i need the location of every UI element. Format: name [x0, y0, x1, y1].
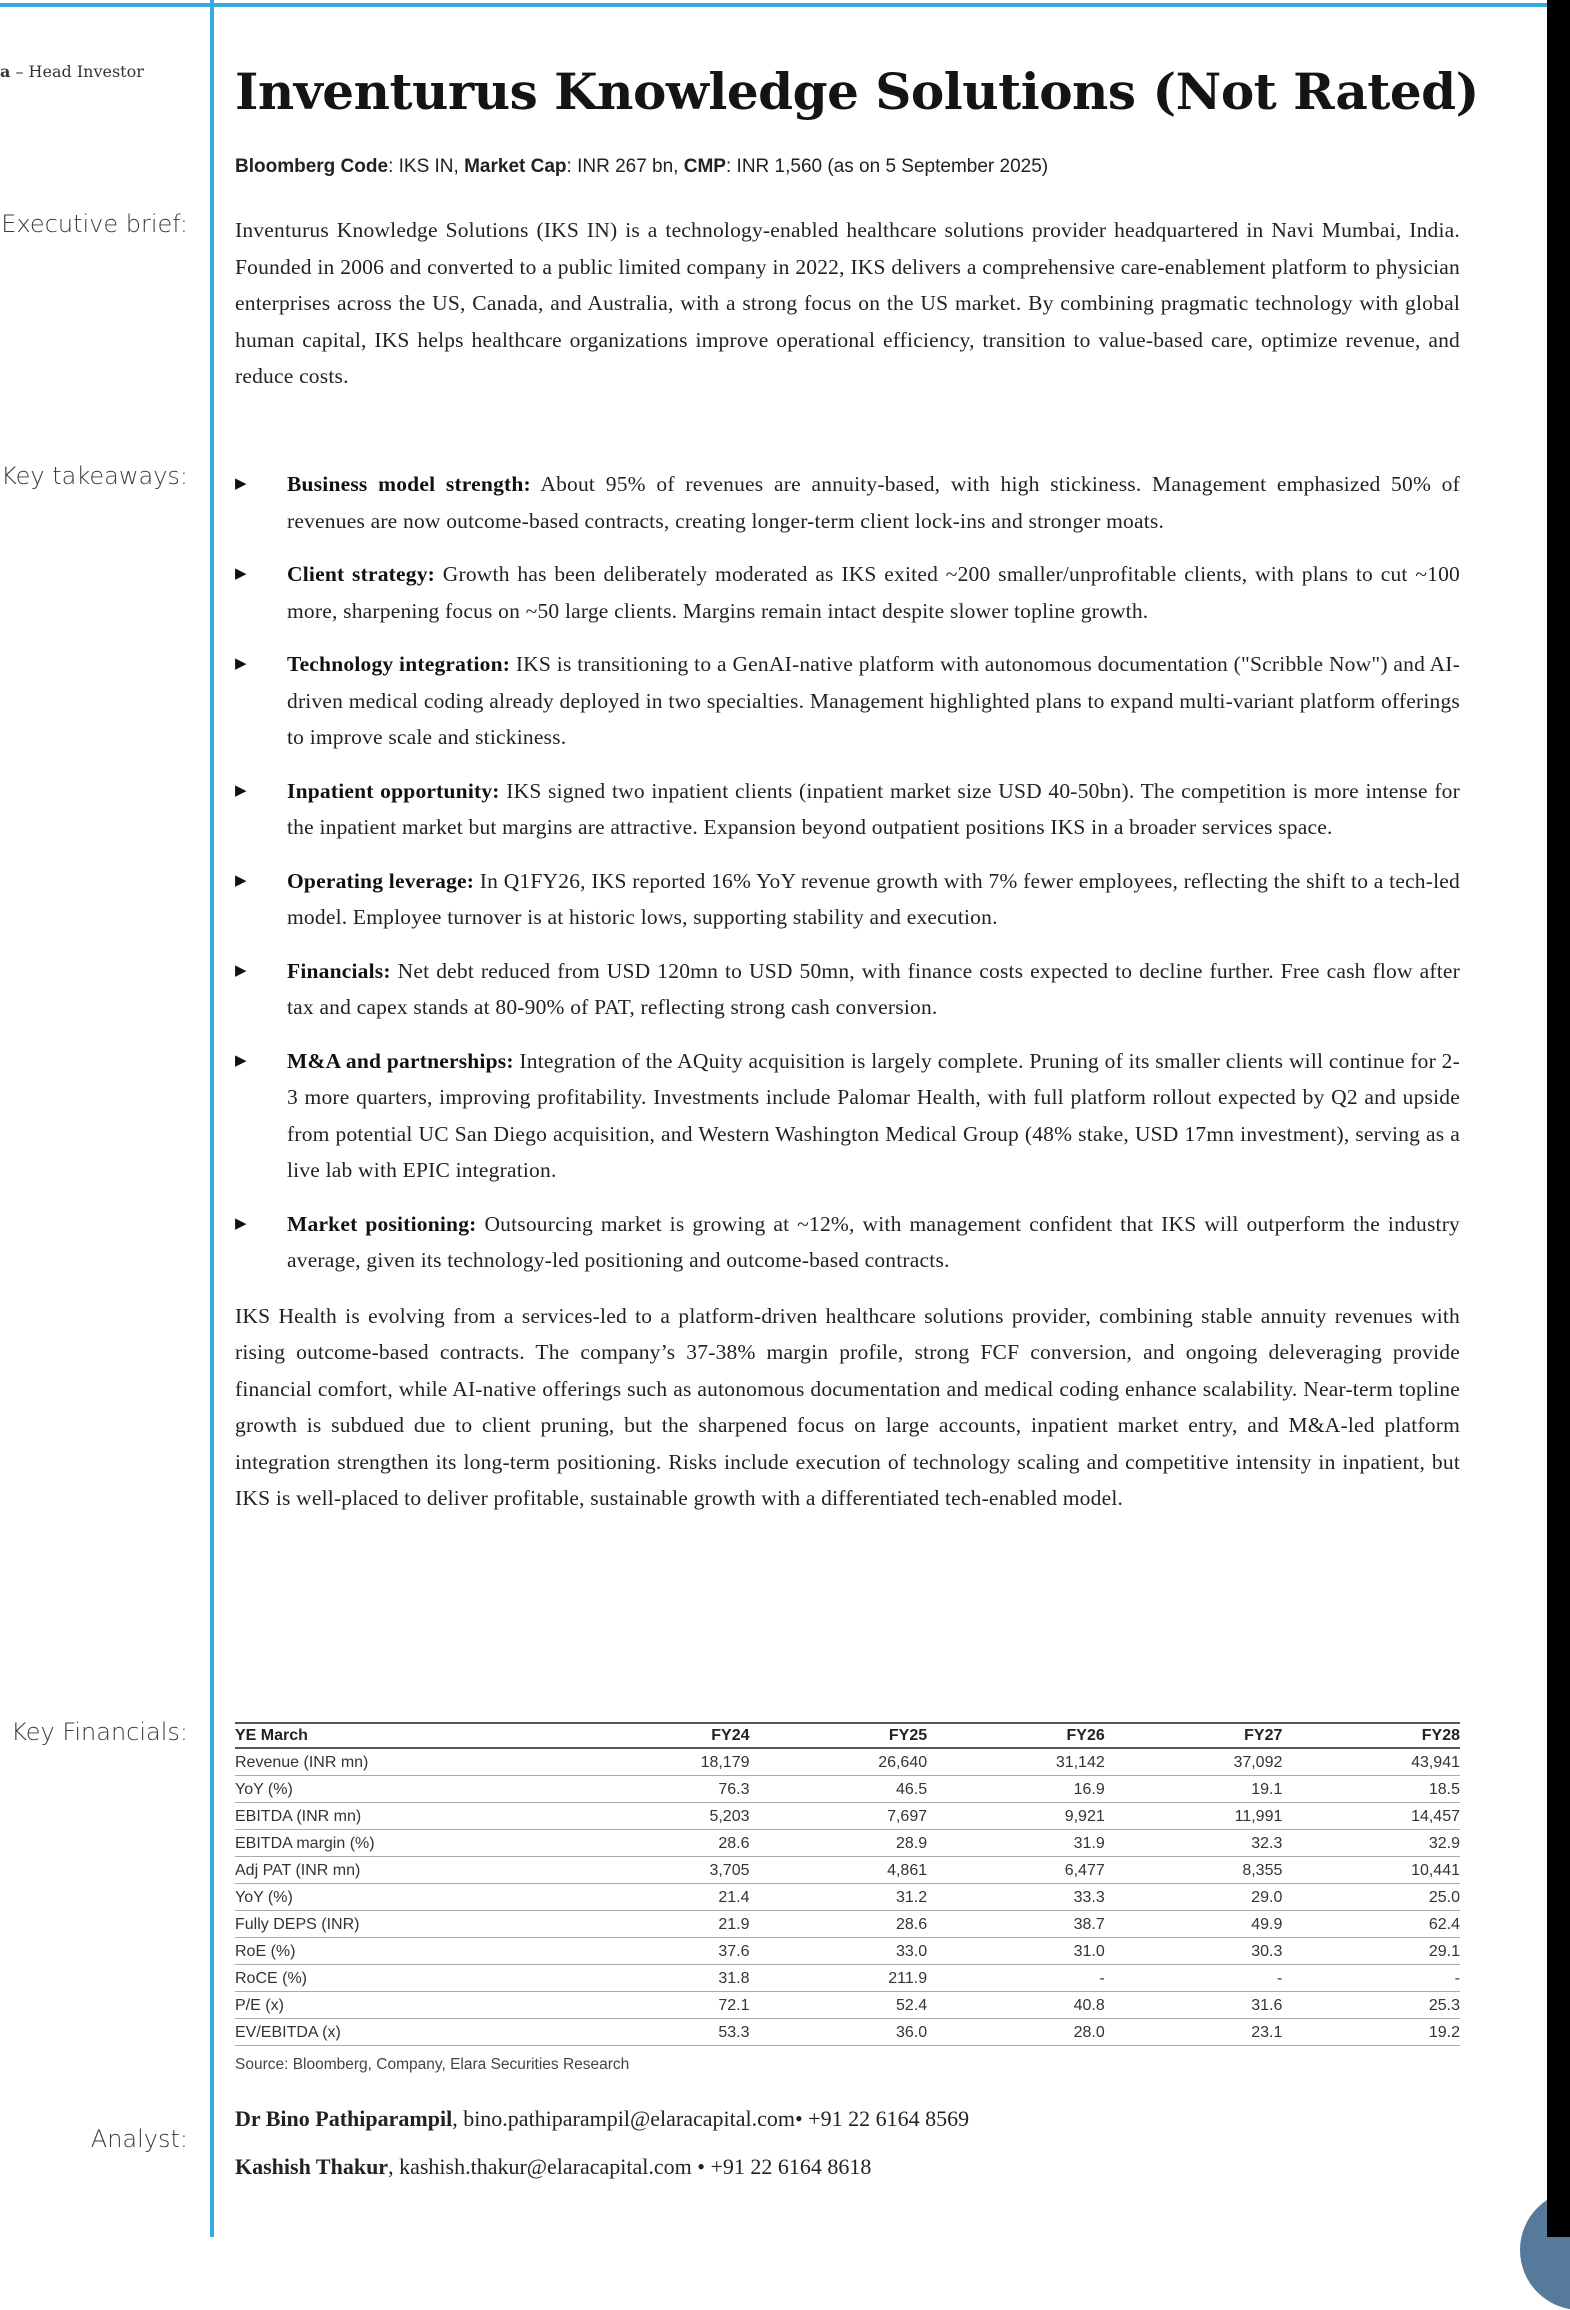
- table-cell: 43,941: [1282, 1748, 1460, 1776]
- takeaway-heading: Financials:: [287, 958, 391, 983]
- row-label: EBITDA margin (%): [235, 1830, 578, 1857]
- table-cell: 38.7: [927, 1911, 1105, 1938]
- table-row: [235, 1965, 1460, 1992]
- takeaway-heading: Operating leverage:: [287, 868, 475, 893]
- takeaway-text: Growth has been deliberately moderated as IKS exited ~200 smaller/unprofitable clients, with plans to cut ~100 more, sharpening focus on ~50 large clients. Margins remain intact despite slower topline growth.: [287, 562, 1460, 623]
- table-cell: 9,921: [927, 1803, 1105, 1830]
- bloomberg-label: Bloomberg Code: [235, 156, 389, 177]
- table-cell: 28.0: [927, 2019, 1105, 2046]
- table-source: Source: Bloomberg, Company, Elara Securities Research: [235, 2056, 630, 2073]
- analyst-entry: [235, 2095, 1460, 2143]
- table-row: [235, 1830, 1460, 1857]
- table-row: [235, 1938, 1460, 1965]
- takeaways-list: [235, 466, 1460, 1517]
- byline-name: a: [0, 62, 11, 81]
- row-label: EBITDA (INR mn): [235, 1803, 578, 1830]
- executive-brief: Inventurus Knowledge Solutions (IKS IN) is a technology-enabled healthcare solutions provider headquartered in Navi Mumbai, India. Founded in 2006 and converted to a public limited company in 2022, IKS delivers a comprehensive care-enablement platform to physician enterprises across the US, Canada, and Australia, with a strong focus on the US market. By combining pragmatic technology with global human capital, IKS helps healthcare organizations improve operational efficiency, transition to value-based care, optimize revenue, and reduce costs.: [235, 218, 1460, 388]
- column-header: FY27: [1105, 1723, 1283, 1748]
- bullet-arrow-icon: ▶: [235, 872, 247, 889]
- table-cell: 29.1: [1282, 1938, 1460, 1965]
- table-cell: 46.5: [750, 1776, 928, 1803]
- table-cell: 31.0: [927, 1938, 1105, 1965]
- stock-meta: [235, 156, 1460, 178]
- table-cell: 4,861: [750, 1857, 928, 1884]
- bloomberg-value: : IKS IN,: [388, 156, 465, 177]
- table-cell: 53.3: [578, 2019, 750, 2046]
- table-cell: 62.4: [1282, 1911, 1460, 1938]
- analyst-name: Kashish Thakur: [235, 2154, 389, 2179]
- table-cell: 32.9: [1282, 1830, 1460, 1857]
- takeaway-text: About 95% of revenues are annuity-based, with high stickiness. Management emphasized 50% of revenues are now outcome-based contracts, creating longer-term client lock-ins and stronger moats.: [287, 472, 1460, 533]
- takeaway-text: Outsourcing market is growing at ~12%, with management confident that IKS will outperform the industry average, given its technology-led positioning and outcome-based contracts.: [287, 1211, 1461, 1272]
- table-cell: -: [927, 1965, 1105, 1992]
- table-cell: 21.4: [578, 1884, 750, 1911]
- takeaway-text: IKS signed two inpatient clients (inpatient market size USD 40-50bn). The competition is more intense for the inpatient market but margins are attractive. Expansion beyond outpatient positions IKS in a broader services space.: [287, 778, 1460, 839]
- takeaway-heading: Inpatient opportunity:: [287, 778, 500, 803]
- takeaway-item: [235, 863, 1460, 936]
- financials-section: [235, 1722, 1460, 2074]
- takeaway-heading: Client strategy:: [287, 562, 436, 586]
- table-cell: 37.6: [578, 1938, 750, 1965]
- row-label: RoE (%): [235, 1938, 578, 1965]
- table-row: [235, 1884, 1460, 1911]
- column-header: FY26: [927, 1723, 1105, 1748]
- row-label: Fully DEPS (INR): [235, 1911, 578, 1938]
- table-cell: 7,697: [750, 1803, 928, 1830]
- bullet-arrow-icon: ▶: [235, 962, 247, 979]
- table-cell: 29.0: [1105, 1884, 1283, 1911]
- takeaway-item: [235, 773, 1460, 846]
- market-cap-label: Market Cap: [464, 156, 567, 177]
- takeaway-item: [235, 556, 1460, 629]
- row-label: EV/EBITDA (x): [235, 2019, 578, 2046]
- table-cell: 30.3: [1105, 1938, 1283, 1965]
- table-row: [235, 1992, 1460, 2019]
- table-cell: 26,640: [750, 1748, 928, 1776]
- executive-brief-label: Executive brief:: [1, 210, 188, 238]
- table-row: [235, 1776, 1460, 1803]
- table-cell: 6,477: [927, 1857, 1105, 1884]
- table-cell: 25.0: [1282, 1884, 1460, 1911]
- analyst-contact[interactable]: , bino.pathiparampil@elaracapital.com• +91 22 6164 8569: [452, 2106, 970, 2131]
- takeaway-item: [235, 1043, 1460, 1189]
- table-row: [235, 1803, 1460, 1830]
- byline-role: – Head Investor: [10, 62, 144, 81]
- table-cell: 33.3: [927, 1884, 1105, 1911]
- table-cell: 31,142: [927, 1748, 1105, 1776]
- table-cell: 18.5: [1282, 1776, 1460, 1803]
- bullet-arrow-icon: ▶: [235, 782, 247, 799]
- table-cell: 33.0: [750, 1938, 928, 1965]
- vertical-accent-rule: [210, 0, 214, 2237]
- right-edge-strip: [1547, 0, 1570, 2237]
- table-cell: 49.9: [1105, 1911, 1283, 1938]
- column-header: FY24: [578, 1723, 750, 1748]
- table-cell: 16.9: [927, 1776, 1105, 1803]
- table-cell: 18,179: [578, 1748, 750, 1776]
- row-label: Revenue (INR mn): [235, 1748, 578, 1776]
- bullet-arrow-icon: ▶: [235, 656, 247, 672]
- key-takeaways-label: Key takeaways:: [1, 462, 188, 490]
- takeaway-text: In Q1FY26, IKS reported 16% YoY revenue growth with 7% fewer employees, reflecting the shift to a tech-led model. Employee turnover is at historic lows, supporting stability and execution.: [287, 868, 1460, 929]
- takeaway-item: [235, 953, 1460, 1026]
- takeaway-item: [235, 1206, 1460, 1279]
- row-label: YoY (%): [235, 1776, 578, 1803]
- bullet-arrow-icon: ▶: [235, 476, 247, 492]
- bullet-arrow-icon: ▶: [235, 566, 247, 582]
- analyst-contact[interactable]: , kashish.thakur@elaracapital.com • +91 22 6164 8618: [388, 2154, 872, 2179]
- byline: [0, 62, 144, 81]
- table-cell: 40.8: [927, 1992, 1105, 2019]
- table-cell: 10,441: [1282, 1857, 1460, 1884]
- table-cell: 76.3: [578, 1776, 750, 1803]
- takeaway-item: [235, 646, 1460, 756]
- table-cell: 52.4: [750, 1992, 928, 2019]
- table-cell: 28.9: [750, 1830, 928, 1857]
- table-cell: 23.1: [1105, 2019, 1283, 2046]
- table-cell: 19.2: [1282, 2019, 1460, 2046]
- table-cell: 25.3: [1282, 1992, 1460, 2019]
- row-label: P/E (x): [235, 1992, 578, 2019]
- takeaway-heading: M&A and partnerships:: [287, 1048, 514, 1073]
- financials-table: [235, 1722, 1460, 2046]
- table-cell: -: [1105, 1965, 1283, 1992]
- row-label: Adj PAT (INR mn): [235, 1857, 578, 1884]
- column-header: FY28: [1282, 1723, 1460, 1748]
- table-cell: 31.6: [1105, 1992, 1283, 2019]
- conclusion-paragraph: IKS Health is evolving from a services-led to a platform-driven healthcare solutions provider, combining stable annuity revenues with rising outcome-based contracts. The company’s 37-38% margin profile, strong FCF conversion, and ongoing deleveraging provide financial comfort, while AI-native offerings such as autonomous documentation and medical coding enhance scalability. Near-term topline growth is subdued due to client pruning, but the sharpened focus on large accounts, inpatient market entry, and M&A-led platform integration strengthen its long-term positioning. Risks include execution of technology scaling and competitive intensity in inpatient, but IKS is well-placed to deliver profitable, sustainable growth with a differentiated tech-enabled model.: [235, 1303, 1460, 1510]
- takeaway-heading: Market positioning:: [287, 1211, 477, 1236]
- takeaway-text: Net debt reduced from USD 120mn to USD 50mn, with finance costs expected to decline further. Free cash flow after tax and capex stands at 80-90% of PAT, reflecting strong cash conversion.: [287, 958, 1460, 1019]
- table-cell: 37,092: [1105, 1748, 1283, 1776]
- table-header-row: [235, 1723, 1460, 1748]
- bullet-arrow-icon: ▶: [235, 1052, 247, 1069]
- table-row: [235, 1911, 1460, 1938]
- table-cell: -: [1282, 1965, 1460, 1992]
- table-cell: 14,457: [1282, 1803, 1460, 1830]
- takeaway-text: IKS is transitioning to a GenAI-native platform with autonomous documentation ("Scribble Now") and AI-driven medical coding already deployed in two specialties. Management highlighted plans to expand multi-variant platform offerings to improve scale and stickiness.: [287, 652, 1460, 749]
- cmp-label: CMP: [683, 156, 726, 177]
- table-cell: 36.0: [750, 2019, 928, 2046]
- analyst-label: Analyst:: [90, 2125, 188, 2153]
- table-cell: 11,991: [1105, 1803, 1283, 1830]
- table-cell: 8,355: [1105, 1857, 1283, 1884]
- table-row: [235, 1857, 1460, 1884]
- bullet-arrow-icon: ▶: [235, 1215, 247, 1232]
- table-cell: 28.6: [578, 1830, 750, 1857]
- table-row: [235, 1748, 1460, 1776]
- analyst-section: [235, 2095, 1460, 2191]
- page-title: Inventurus Knowledge Solutions (Not Rated): [235, 62, 1479, 121]
- table-cell: 31.8: [578, 1965, 750, 1992]
- key-financials-label: Key Financials:: [11, 1718, 188, 1746]
- column-header: FY25: [750, 1723, 928, 1748]
- top-accent-rule: [0, 3, 1547, 7]
- takeaway-heading: Business model strength:: [287, 472, 531, 496]
- table-cell: 31.9: [927, 1830, 1105, 1857]
- corner-mask: [1547, 2150, 1570, 2237]
- takeaway-item: [235, 466, 1460, 539]
- analyst-entry: [235, 2143, 1460, 2191]
- takeaway-heading: Technology integration:: [287, 652, 511, 676]
- table-cell: 21.9: [578, 1911, 750, 1938]
- table-cell: 72.1: [578, 1992, 750, 2019]
- table-cell: 211.9: [750, 1965, 928, 1992]
- row-label: YoY (%): [235, 1884, 578, 1911]
- table-cell: 19.1: [1105, 1776, 1283, 1803]
- market-cap-value: : INR 267 bn,: [566, 156, 684, 177]
- table-cell: 28.6: [750, 1911, 928, 1938]
- column-header: YE March: [235, 1723, 578, 1748]
- table-cell: 32.3: [1105, 1830, 1283, 1857]
- analyst-name: Dr Bino Pathiparampil: [235, 2106, 453, 2131]
- table-cell: 3,705: [578, 1857, 750, 1884]
- takeaway-text: Integration of the AQuity acquisition is largely complete. Pruning of its smaller clients will continue for 2-3 more quarters, improving profitability. Investments include Palomar Health, with full platform rollout expected by Q2 and upside from potential UC San Diego acquisition, and Western Washington Medical Group (48% stake, USD 17mn investment), serving as a live lab with EPIC integration.: [287, 1048, 1460, 1182]
- cmp-value: : INR 1,560 (as on 5 September 2025): [725, 156, 1049, 177]
- financials-body: [235, 1748, 1460, 2046]
- row-label: RoCE (%): [235, 1965, 578, 1992]
- table-row: [235, 2019, 1460, 2046]
- table-cell: 31.2: [750, 1884, 928, 1911]
- table-cell: 5,203: [578, 1803, 750, 1830]
